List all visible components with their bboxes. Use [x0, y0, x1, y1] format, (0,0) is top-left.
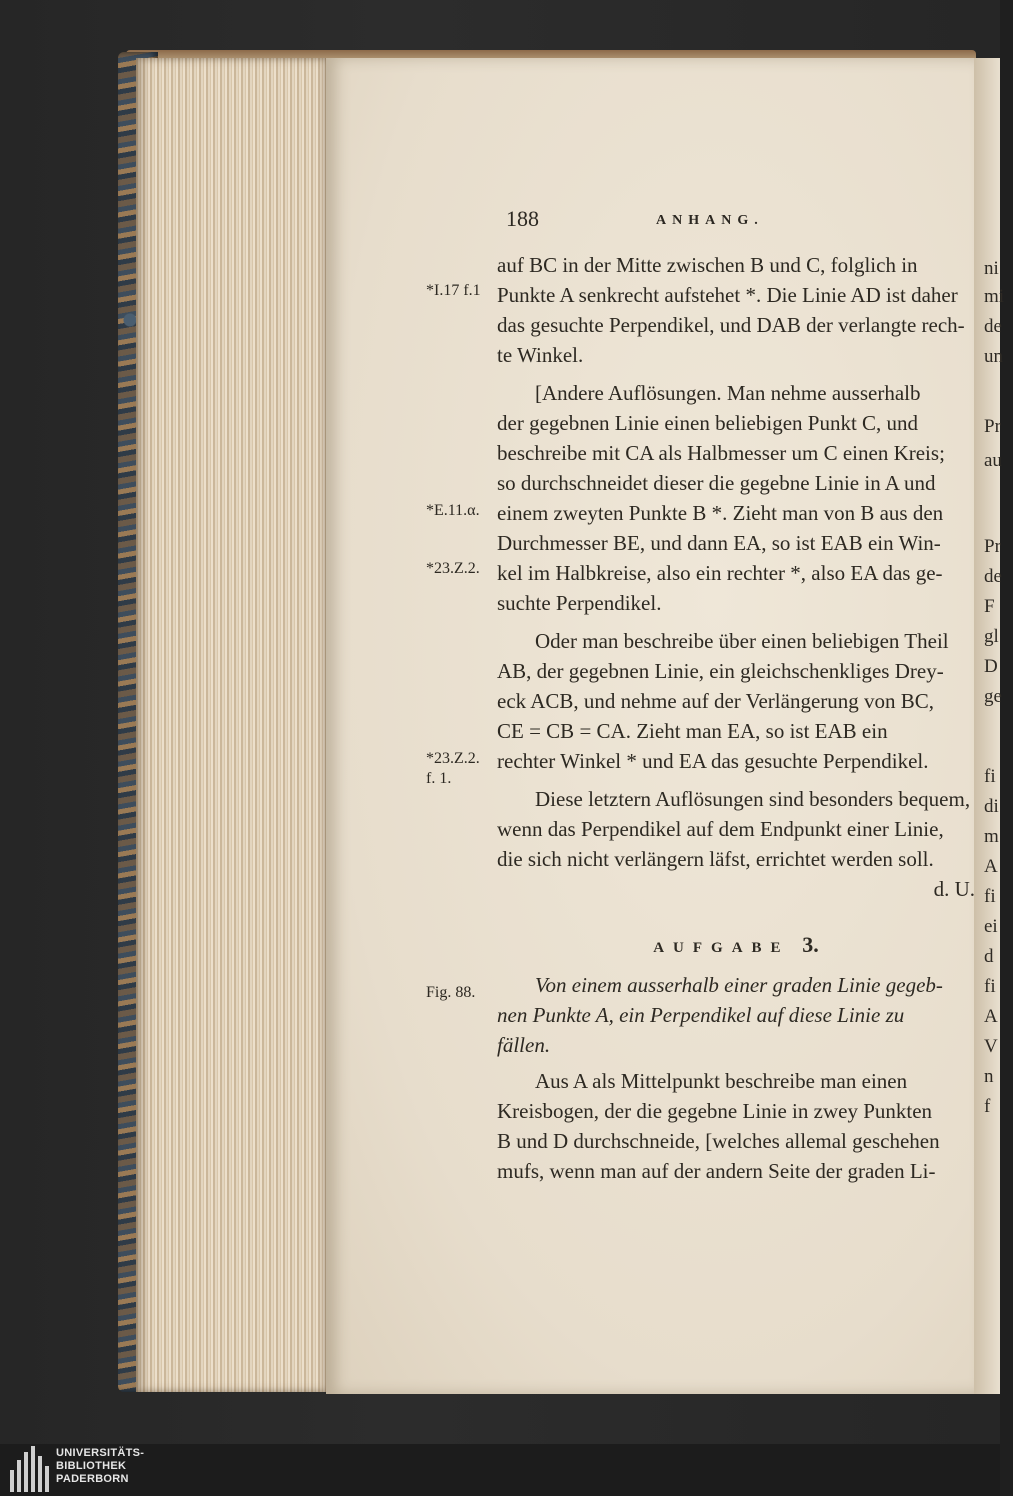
facing-fragment: Pr	[984, 416, 1001, 437]
text-line: der gegebnen Linie einen beliebigen Punkt C, und	[497, 411, 919, 435]
facing-fragment: V	[984, 1036, 998, 1057]
margin-note: f. 1.	[426, 770, 452, 787]
facing-fragment: gl	[984, 626, 999, 647]
facing-fragment: F	[984, 596, 995, 617]
text-line: Kreisbogen, der die gegebne Linie in zwey Punkten	[497, 1099, 933, 1123]
margin-note: *I.17 f.1	[426, 282, 481, 299]
library-logo-icon	[10, 1446, 50, 1492]
page-number: 188	[506, 206, 539, 231]
facing-fragment: de	[984, 316, 1002, 337]
signature-abbrev: d. U.	[933, 877, 975, 901]
text-line: so durchschneidet dieser die gegebne Linie in A und	[497, 471, 936, 495]
text-line: Durchmesser BE, und dann EA, so ist EAB ein Win-	[497, 531, 941, 555]
margin-note: *23.Z.2.	[426, 750, 480, 767]
facing-fragment: D	[984, 656, 998, 677]
text-line: Punkte A senkrecht aufstehet *. Die Linie AD ist daher	[497, 283, 958, 307]
problem-statement: fällen.	[497, 1033, 551, 1057]
facing-fragment: m	[984, 826, 999, 847]
facing-fragment: fi	[984, 886, 996, 907]
facing-fragment: ei	[984, 916, 998, 937]
facing-fragment: de	[984, 566, 1002, 587]
section-number: 3.	[802, 932, 819, 957]
text-line: auf BC in der Mitte zwischen B und C, folglich in	[497, 253, 918, 277]
text-line: die sich nicht verlängern läfst, errichtet werden soll.	[497, 847, 934, 871]
text-line: kel im Halbkreise, also ein rechter *, also EA das ge-	[497, 561, 943, 585]
facing-fragment: A	[984, 1006, 998, 1027]
text-line: B und D durchschneide, [welches allemal geschehen	[497, 1129, 940, 1153]
facing-fragment: n	[984, 1066, 994, 1087]
facing-fragment: ge	[984, 686, 1002, 707]
text-line: Oder man beschreibe über einen beliebigen Theil	[535, 629, 949, 653]
facing-fragment: un	[984, 346, 1003, 367]
facing-fragment: au	[984, 450, 1002, 471]
text-line: eck ACB, und nehme auf der Verlängerung von BC,	[497, 689, 935, 713]
library-name	[56, 1447, 144, 1486]
text-line: [Andere Auflösungen. Man nehme ausserhalb	[535, 381, 921, 405]
library-name-line: BIBLIOTHEK	[56, 1460, 127, 1472]
facing-fragment: Pr	[984, 536, 1001, 557]
facing-page-strip	[974, 58, 1005, 1394]
text-line: AB, der gegebnen Linie, ein gleichschenkliges Drey-	[497, 659, 944, 683]
running-title: ANHANG.	[656, 213, 764, 228]
text-line: mufs, wenn man auf der andern Seite der graden Li-	[497, 1159, 936, 1183]
library-name-line: PADERBORN	[56, 1473, 129, 1485]
facing-fragment: mi	[984, 286, 1005, 307]
problem-statement: Von einem ausserhalb einer graden Linie gegeb-	[535, 973, 943, 997]
library-name-line: UNIVERSITÄTS-	[56, 1447, 145, 1459]
facing-fragment: fi	[984, 766, 996, 787]
facing-fragment: A	[984, 856, 998, 877]
facing-fragment: di	[984, 796, 999, 817]
text-line: einem zweyten Punkte B *. Zieht man von B aus den	[497, 501, 944, 525]
text-line: rechter Winkel * und EA das gesuchte Perpendikel.	[497, 749, 929, 773]
section-heading	[497, 930, 975, 963]
text-line: suchte Perpendikel.	[497, 591, 662, 615]
text-line: beschreibe mit CA als Halbmesser um C einen Kreis;	[497, 441, 945, 465]
facing-fragment: fi	[984, 976, 996, 997]
text-line: das gesuchte Perpendikel, und DAB der verlangte rech-	[497, 313, 965, 337]
text-line: Aus A als Mittelpunkt beschreibe man einen	[535, 1069, 908, 1093]
section-word: AUFGABE	[653, 940, 790, 956]
margin-note: *23.Z.2.	[426, 560, 480, 577]
facing-fragment: f	[984, 1096, 991, 1117]
margin-note: *E.11.α.	[426, 502, 480, 519]
figure-reference: Fig. 88.	[426, 984, 476, 1001]
library-footer	[0, 1444, 1000, 1496]
facing-fragment: d	[984, 946, 994, 967]
text-line: CE = CB = CA. Zieht man EA, so ist EAB ein	[497, 719, 888, 743]
page-block-edges	[136, 58, 326, 1392]
page-header	[506, 206, 764, 232]
text-line: te Winkel.	[497, 343, 584, 367]
problem-statement: nen Punkte A, ein Perpendikel auf diese Linie zu	[497, 1003, 905, 1027]
text-line: Diese letztern Auflösungen sind besonders bequem,	[535, 787, 971, 811]
facing-fragment: ni	[984, 258, 999, 279]
text-line: wenn das Perpendikel auf dem Endpunkt einer Linie,	[497, 817, 944, 841]
